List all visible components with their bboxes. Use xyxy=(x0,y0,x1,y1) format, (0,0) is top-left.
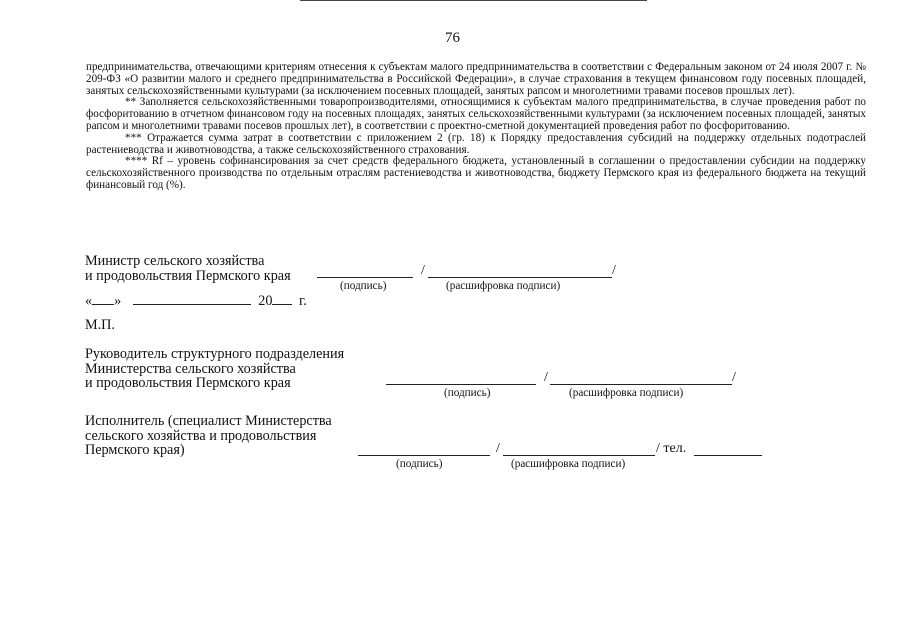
footnotes xyxy=(86,62,866,192)
footnote-3: *** Отражается сумма затрат в соответствии с приложением 2 (гр. 18) к Порядку предоставления субсидий на поддержку отдельных подотраслей растениеводства и животноводства, а также сельскохозяйственного страхования. xyxy=(86,131,866,156)
executor-block xyxy=(85,414,332,458)
footnote-2: ** Заполняется сельскохозяйственными товаропроизводителями, относящимися к субъектам малого предпринимательства, в случае проведения работ по фосфоритованию в отчетном финансовом году на посевных площадях, занятых сельскохозяйственными культурами (за исключением посевных площадей, занятых рапсом и многолетними травами посевов прошлых лет), в соответствии с проектно-сметной документацией проведения работ по фосфоритованию. xyxy=(86,96,866,132)
page-top-rule xyxy=(300,0,647,1)
minister-block xyxy=(85,254,291,283)
head-decode-field[interactable] xyxy=(550,372,732,385)
minister-title-line2: и продовольствия Пермского края xyxy=(85,267,291,284)
date-year-suffix: г. xyxy=(299,293,307,309)
minister-sign-caption: (подпись) xyxy=(340,280,387,292)
date-month-field[interactable] xyxy=(133,292,251,305)
stamp-label: М.П. xyxy=(85,317,115,333)
head-title-line3: и продовольствия Пермского края xyxy=(85,375,291,391)
head-title-line2: Министерства сельского хозяйства xyxy=(85,360,296,377)
executor-title-line2: сельского хозяйства и продовольствия xyxy=(85,427,317,444)
executor-sign-caption: (подпись) xyxy=(396,458,443,470)
date-day-field[interactable] xyxy=(92,292,114,305)
head-block xyxy=(85,347,344,391)
executor-title-line3: Пермского края) xyxy=(85,442,185,458)
minister-date-line xyxy=(85,292,307,309)
minister-decode-field[interactable] xyxy=(428,265,612,278)
head-title-line1: Руководитель структурного подразделения xyxy=(85,346,345,362)
date-open-quote: « xyxy=(85,293,93,309)
minister-decode-caption: (расшифровка подписи) xyxy=(446,280,561,292)
head-sign-caption: (подпись) xyxy=(444,387,491,399)
minister-signature-field[interactable] xyxy=(317,265,413,278)
minister-title-line1: Министр сельского хозяйства xyxy=(85,253,265,269)
executor-signature-field[interactable] xyxy=(358,443,490,456)
footnote-continuation: предпринимательства, отвечающими критериям отнесения к субъектам малого предпринимательства в соответствии с Федеральным законом от 24 июля 2007 г. № 209-ФЗ «О развитии малого и среднего предпринимательства в Российской Федерации», в случае страхования в текущем финансовом году посевных площадей, занятых сельскохозяйственными культурами (за исключением посевных площадей, занятых рапсом и многолетними травами посевов прошлых лет). xyxy=(86,61,866,97)
date-year-field[interactable] xyxy=(272,292,292,305)
head-decode-caption: (расшифровка подписи) xyxy=(569,387,684,399)
head-signature-field[interactable] xyxy=(386,372,536,385)
date-year-prefix: 20 xyxy=(258,293,273,309)
date-close-quote: » xyxy=(114,293,122,309)
executor-decode-caption: (расшифровка подписи) xyxy=(511,458,626,470)
footnote-4: **** Rf – уровень софинансирования за счет средств федерального бюджета, установленный в соглашении о предоставлении субсидии на поддержку сельскохозяйственного производства по отдельным отраслям растениеводства и животноводства, бюджету Пермского края из федерального бюджета на текущий финансовый год (%). xyxy=(86,155,866,191)
executor-title-line1: Исполнитель (специалист Министерства xyxy=(85,413,332,429)
page-number: 76 xyxy=(445,30,460,46)
executor-phone-field[interactable] xyxy=(694,443,762,456)
executor-decode-field[interactable] xyxy=(503,443,655,456)
executor-phone-label: / тел. xyxy=(656,441,687,456)
